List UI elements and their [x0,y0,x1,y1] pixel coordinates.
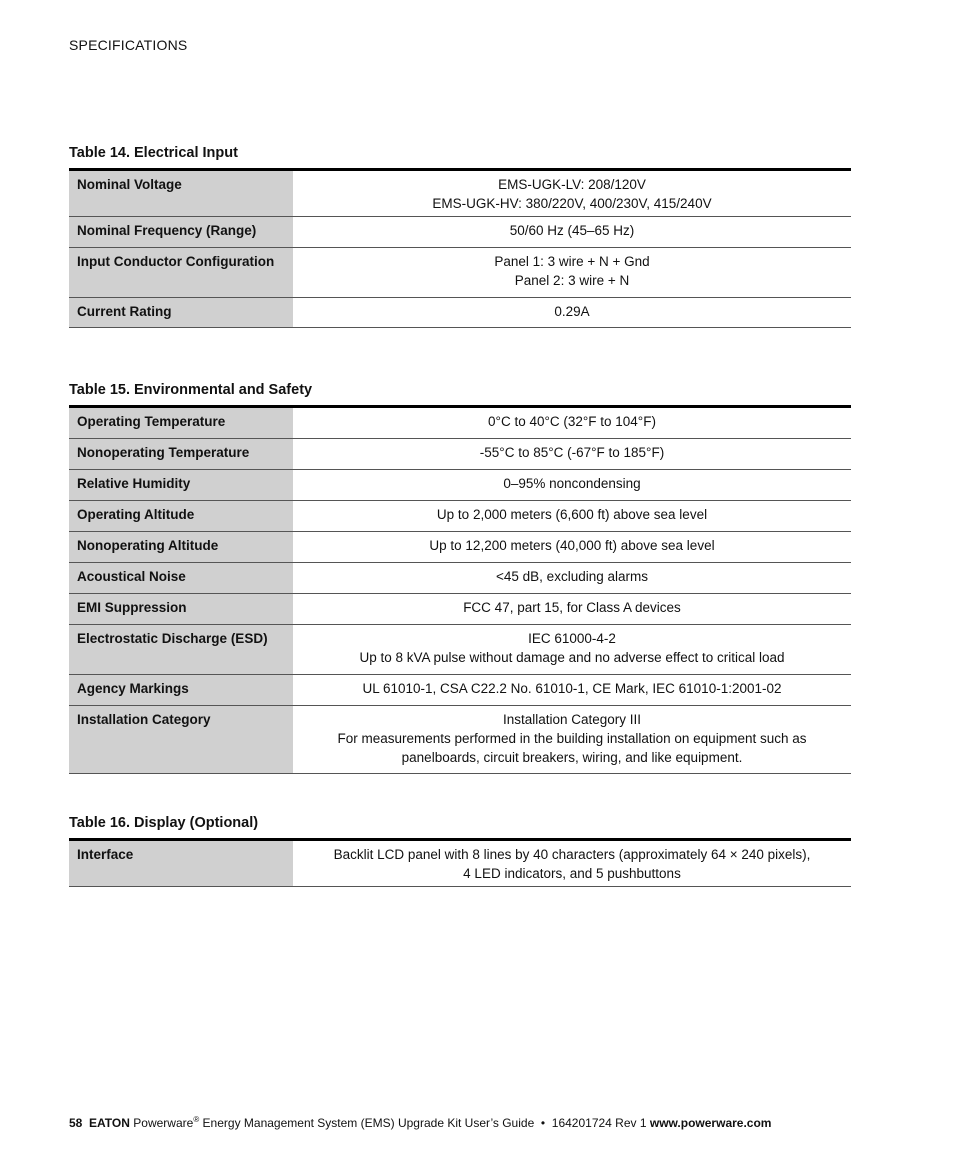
value-line: IEC 61000-4-2 [528,631,616,646]
value-line: <45 dB, excluding alarms [496,569,648,584]
section-header: SPECIFICATIONS [69,37,188,53]
row-value [293,439,851,469]
value-line: Up to 12,200 meters (40,000 ft) above sea level [429,538,715,553]
row-label: Nominal Frequency (Range) [69,217,293,247]
row-value [293,501,851,531]
row-label: Operating Temperature [69,408,293,438]
row-value [293,675,851,705]
value-line: Panel 1: 3 wire + N + Gnd [494,254,650,269]
table-caption: Table 16. Display (Optional) [69,815,259,831]
value-line: Panel 2: 3 wire + N [514,273,630,288]
row-label: Input Conductor Configuration [69,248,293,297]
row-value [293,706,851,773]
document-title: Energy Management System (EMS) Upgrade Kit User’s Guide • 164201724 Rev 1 [199,1116,650,1130]
table-row [69,217,851,248]
table-row [69,439,851,470]
row-label: Operating Altitude [69,501,293,531]
row-label: EMI Suppression [69,594,293,624]
row-value [293,171,851,216]
brand-name: EATON [89,1116,130,1130]
row-value [293,298,851,327]
table-row [69,501,851,532]
row-label: Nominal Voltage [69,171,293,216]
row-label: Acoustical Noise [69,563,293,593]
table-row [69,563,851,594]
registered-mark: ® [193,1115,200,1124]
table-electrical-input [69,143,851,328]
row-value [293,625,851,674]
value-line: EMS-UGK-HV: 380/220V, 400/230V, 415/240V [432,196,712,211]
row-value [293,841,851,886]
table-caption: Table 15. Environmental and Safety [69,382,313,398]
value-line: EMS-UGK-LV: 208/120V [498,177,646,192]
row-value [293,563,851,593]
value-line: 0–95% noncondensing [503,476,641,491]
table-row [69,248,851,298]
value-line: Up to 2,000 meters (6,600 ft) above sea level [436,507,708,522]
page-number: 58 [69,1116,83,1130]
table-row [69,625,851,675]
table-row [69,594,851,625]
table-display [69,813,851,887]
table-row [69,706,851,774]
row-value [293,408,851,438]
table-row [69,298,851,328]
website-url: www.powerware.com [649,1116,772,1130]
row-label: Nonoperating Altitude [69,532,293,562]
table-row [69,470,851,501]
row-label: Relative Humidity [69,470,293,500]
table-row [69,532,851,563]
table-row [69,408,851,439]
row-value [293,217,851,247]
row-value [293,532,851,562]
value-line: -55°C to 85°C (-67°F to 185°F) [479,445,665,460]
row-label: Interface [69,841,293,886]
value-line: Installation Category III [502,712,642,727]
value-line: FCC 47, part 15, for Class A devices [463,600,681,615]
value-line: UL 61010-1, CSA C22.2 No. 61010-1, CE Mark, IEC 61010-1:2001-02 [362,681,782,696]
value-line: 0°C to 40°C (32°F to 104°F) [488,414,656,429]
value-line: For measurements performed in the building installation on equipment such as [337,731,807,746]
table-row [69,675,851,706]
table-row [69,841,851,887]
value-line: 50/60 Hz (45–65 Hz) [509,223,635,238]
row-label: Current Rating [69,298,293,327]
table-environmental-safety [69,380,851,774]
product-name: Powerware [133,1116,194,1130]
row-label: Electrostatic Discharge (ESD) [69,625,293,674]
value-line: 4 LED indicators, and 5 pushbuttons [463,866,681,881]
value-line: 0.29A [554,304,590,319]
row-label: Agency Markings [69,675,293,705]
row-value [293,248,851,297]
table-row [69,171,851,217]
value-line: panelboards, circuit breakers, wiring, and like equipment. [401,750,743,765]
table-caption: Table 14. Electrical Input [69,145,238,161]
row-label: Installation Category [69,706,293,773]
value-line: Up to 8 kVA pulse without damage and no adverse effect to critical load [359,650,785,665]
row-value [293,594,851,624]
value-line: Backlit LCD panel with 8 lines by 40 characters (approximately 64 × 240 pixels), [333,847,811,862]
row-value [293,470,851,500]
row-label: Nonoperating Temperature [69,439,293,469]
page-footer [69,1115,869,1130]
